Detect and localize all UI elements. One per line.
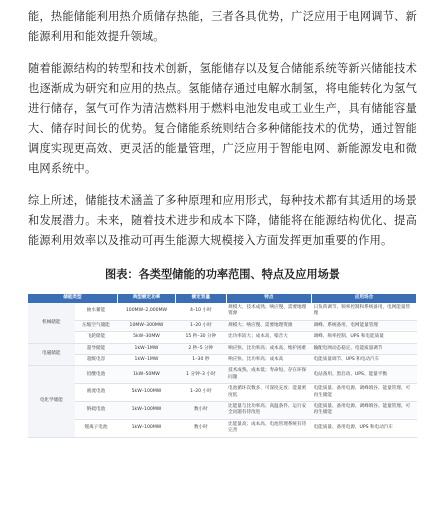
feature-cell: 规模大、技术成熟；响应慢、需要地理资源 <box>226 303 311 320</box>
category-cell: 电磁储能 <box>28 343 75 366</box>
header-rated-power: 典型额定功率 <box>117 294 175 303</box>
paragraph-1: 能，热能储能利用热介质储存热能，三者各具优势，广泛应用于电网调节、新能源利用和能效提升领域。 <box>28 10 417 43</box>
application-cell: 输配电网动态稳定、电能质量调节 <box>312 343 417 354</box>
feature-cell: 规模大；响应慢、需要地理资源 <box>226 320 311 331</box>
capacity-cell: 15 秒–30 分钟 <box>176 332 227 343</box>
feature-cell: 比能量与比功率高；高温条件、运行安全问题有待改进 <box>226 402 311 420</box>
capacity-cell: 数小时 <box>176 402 227 420</box>
application-cell: 日负荷调节、频率控制和系统备用，电网能量管理 <box>312 303 417 320</box>
type-cell: 铅酸电池 <box>75 366 118 384</box>
power-cell: 1kW–100MW <box>117 419 175 437</box>
type-cell: 超级电容 <box>75 355 118 366</box>
power-cell: 5kW–30MW <box>117 332 175 343</box>
table-row <box>28 332 417 343</box>
application-cell: 调峰、频率控制、UPS 和电能质量 <box>312 332 417 343</box>
table-header-row <box>28 294 417 303</box>
feature-cell: 技术成熟、成本低；寿命短、存在环保问题 <box>226 366 311 384</box>
table-row <box>28 355 417 366</box>
type-cell: 压缩空气储能 <box>75 320 118 331</box>
capacity-cell: 1 分钟–3 小时 <box>176 366 227 384</box>
power-cell: 1kW–1MW <box>117 343 175 354</box>
power-cell: 1kW–100MW <box>117 402 175 420</box>
application-cell: 调峰、系统备用，电网能量管理 <box>312 320 417 331</box>
application-cell: 电能质量、备用电源、调峰填谷、能量管理、可再生储能 <box>312 384 417 402</box>
type-cell: 抽水蓄能 <box>75 303 118 320</box>
table-row <box>28 402 417 420</box>
feature-cell: 比功率较大；成本高、噪音大 <box>226 332 311 343</box>
power-cell: 5kW–100MW <box>117 384 175 402</box>
category-cell: 机械储能 <box>28 303 75 343</box>
capacity-cell: 4–10 小时 <box>176 303 227 320</box>
category-cell: 电化学储能 <box>28 366 75 437</box>
type-cell: 锂离子电池 <box>75 419 118 437</box>
table-row <box>28 384 417 402</box>
type-cell: 飞轮储能 <box>75 332 118 343</box>
feature-cell: 响应快、比功率高；成本高、维护困难 <box>226 343 311 354</box>
header-applications: 应用场合 <box>312 294 417 303</box>
power-cell: 100MW–2,000MW <box>117 303 175 320</box>
capacity-cell: 2 秒–5 分钟 <box>176 343 227 354</box>
table-row <box>28 366 417 384</box>
feature-cell: 比能量高；成本高、电池管理系统有待完善 <box>226 419 311 437</box>
capacity-cell: 1–30 秒 <box>176 355 227 366</box>
paragraph-2: 随着能源结构的转型和技术创新，氢能储存以及复合储能系统等新兴储能技术也逐渐成为研究和应用的热点。氢能储存通过电解水制氢，将电能转化为氢气进行储存，氢气可作为清洁燃料用于燃料电池发电或工业生产，具有储能容量大、储存时间长的优势。复合储能系统则结合多种储能技术的优势，通过智能调度实现更高效、更灵活的能量管理，广泛应用于智能电网、新能源发电和微电网系统中。 <box>28 62 417 175</box>
type-cell: 超导储能 <box>75 343 118 354</box>
type-cell: 液流电池 <box>75 384 118 402</box>
table-row <box>28 419 417 437</box>
capacity-cell: 1–20 小时 <box>176 384 227 402</box>
power-cell: 10MW–300MW <box>117 320 175 331</box>
application-cell: 电能质量、备用电源、调峰填谷、能量管理、可再生储能 <box>312 402 417 420</box>
table-row <box>28 303 417 320</box>
paragraph-3: 综上所述，储能技术涵盖了多种原理和应用形式，每种技术都有其适用的场景和发展潜力。未来，随着技术进步和成本下降，储能将在能源结构优化、提高能源利用效率以及推动可再生能源大规模接入方面发挥更加重要的作用。 <box>28 194 417 247</box>
table-caption: 图表：各类型储能的功率范围、特点及应用场景 <box>105 268 340 281</box>
feature-cell: 电池循环次数多、可深度充放；能量密度低 <box>226 384 311 402</box>
feature-cell: 响应快、比功率高；成本高 <box>226 355 311 366</box>
header-features: 特点 <box>226 294 311 303</box>
table-row <box>28 320 417 331</box>
storage-table <box>28 294 417 438</box>
table-row <box>28 343 417 354</box>
application-cell: 电能质量调节、UPS 和电动汽车 <box>312 355 417 366</box>
header-rated-capacity: 额定容量 <box>176 294 227 303</box>
application-cell: 电能质量、备用电源、UPS 和电动汽车 <box>312 419 417 437</box>
capacity-cell: 数小时 <box>176 419 227 437</box>
type-cell: 钠硫电池 <box>75 402 118 420</box>
power-cell: 1kW–1MW <box>117 355 175 366</box>
header-storage-type: 储能类型 <box>28 294 117 303</box>
application-cell: 电站备用、黑启动、UPS、能量平衡 <box>312 366 417 384</box>
capacity-cell: 1–20 小时 <box>176 320 227 331</box>
power-cell: 1kW–50MW <box>117 366 175 384</box>
